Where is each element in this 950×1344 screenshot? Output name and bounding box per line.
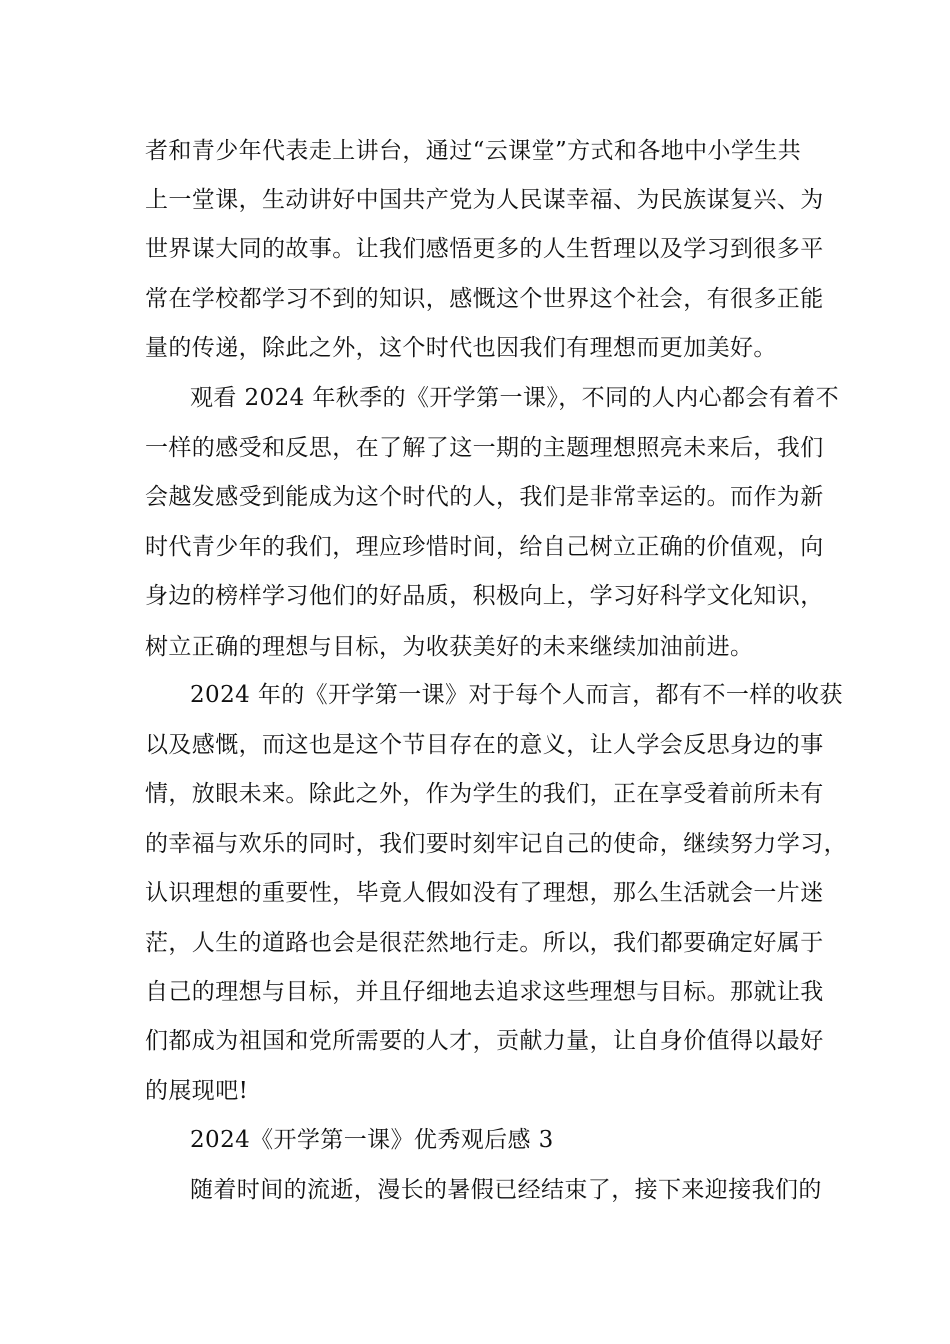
- text-line: 一样的感受和反思，在了解了这一期的主题理想照亮未来后，我们: [145, 435, 824, 461]
- paragraph-start-line: 2024 年的《开学第一课》对于每个人而言，都有不一样的收获: [190, 682, 843, 708]
- paragraph-start-line: 观看 2024 年秋季的《开学第一课》，不同的人内心都会有着不: [190, 385, 840, 411]
- text-line: 们都成为祖国和党所需要的人才，贡献力量，让自身价值得以最好: [145, 1028, 824, 1054]
- text-line: 量的传递，除此之外，这个时代也因我们有理想而更加美好。: [145, 335, 777, 361]
- text-line: 认识理想的重要性，毕竟人假如没有了理想，那么生活就会一片迷: [145, 880, 824, 906]
- text-line: 茫，人生的道路也会是很茫然地行走。所以，我们都要确定好属于: [145, 930, 824, 956]
- text-line: 时代青少年的我们，理应珍惜时间，给自己树立正确的价值观，向: [145, 534, 824, 560]
- text-line: 者和青少年代表走上讲台，通过“云课堂”方式和各地中小学生共: [145, 138, 802, 164]
- text-line: 以及感慨，而这也是这个节目存在的意义，让人学会反思身边的事: [145, 732, 824, 758]
- text-line: 上一堂课，生动讲好中国共产党为人民谋幸福、为民族谋复兴、为: [145, 187, 824, 213]
- text-line: 情，放眼未来。除此之外，作为学生的我们，正在享受着前所未有: [145, 781, 824, 807]
- text-line: 身边的榜样学习他们的好品质，积极向上，学习好科学文化知识，: [145, 583, 824, 609]
- paragraph-start-line: 随着时间的流逝，漫长的暑假已经结束了，接下来迎接我们的: [190, 1177, 822, 1203]
- text-line: 世界谋大同的故事。让我们感悟更多的人生哲理以及学习到很多平: [145, 236, 824, 262]
- text-line: 自己的理想与目标，并且仔细地去追求这些理想与目标。那就让我: [145, 979, 824, 1005]
- section-heading: 2024《开学第一课》优秀观后感 3: [190, 1127, 554, 1153]
- text-line: 常在学校都学习不到的知识，感慨这个世界这个社会，有很多正能: [145, 286, 824, 312]
- text-line: 的展现吧!: [145, 1078, 249, 1104]
- text-line: 树立正确的理想与目标，为收获美好的未来继续加油前进。: [145, 634, 754, 660]
- text-line: 会越发感受到能成为这个时代的人，我们是非常幸运的。而作为新: [145, 484, 824, 510]
- text-line: 的幸福与欢乐的同时，我们要时刻牢记自己的使命，继续努力学习，: [145, 831, 847, 857]
